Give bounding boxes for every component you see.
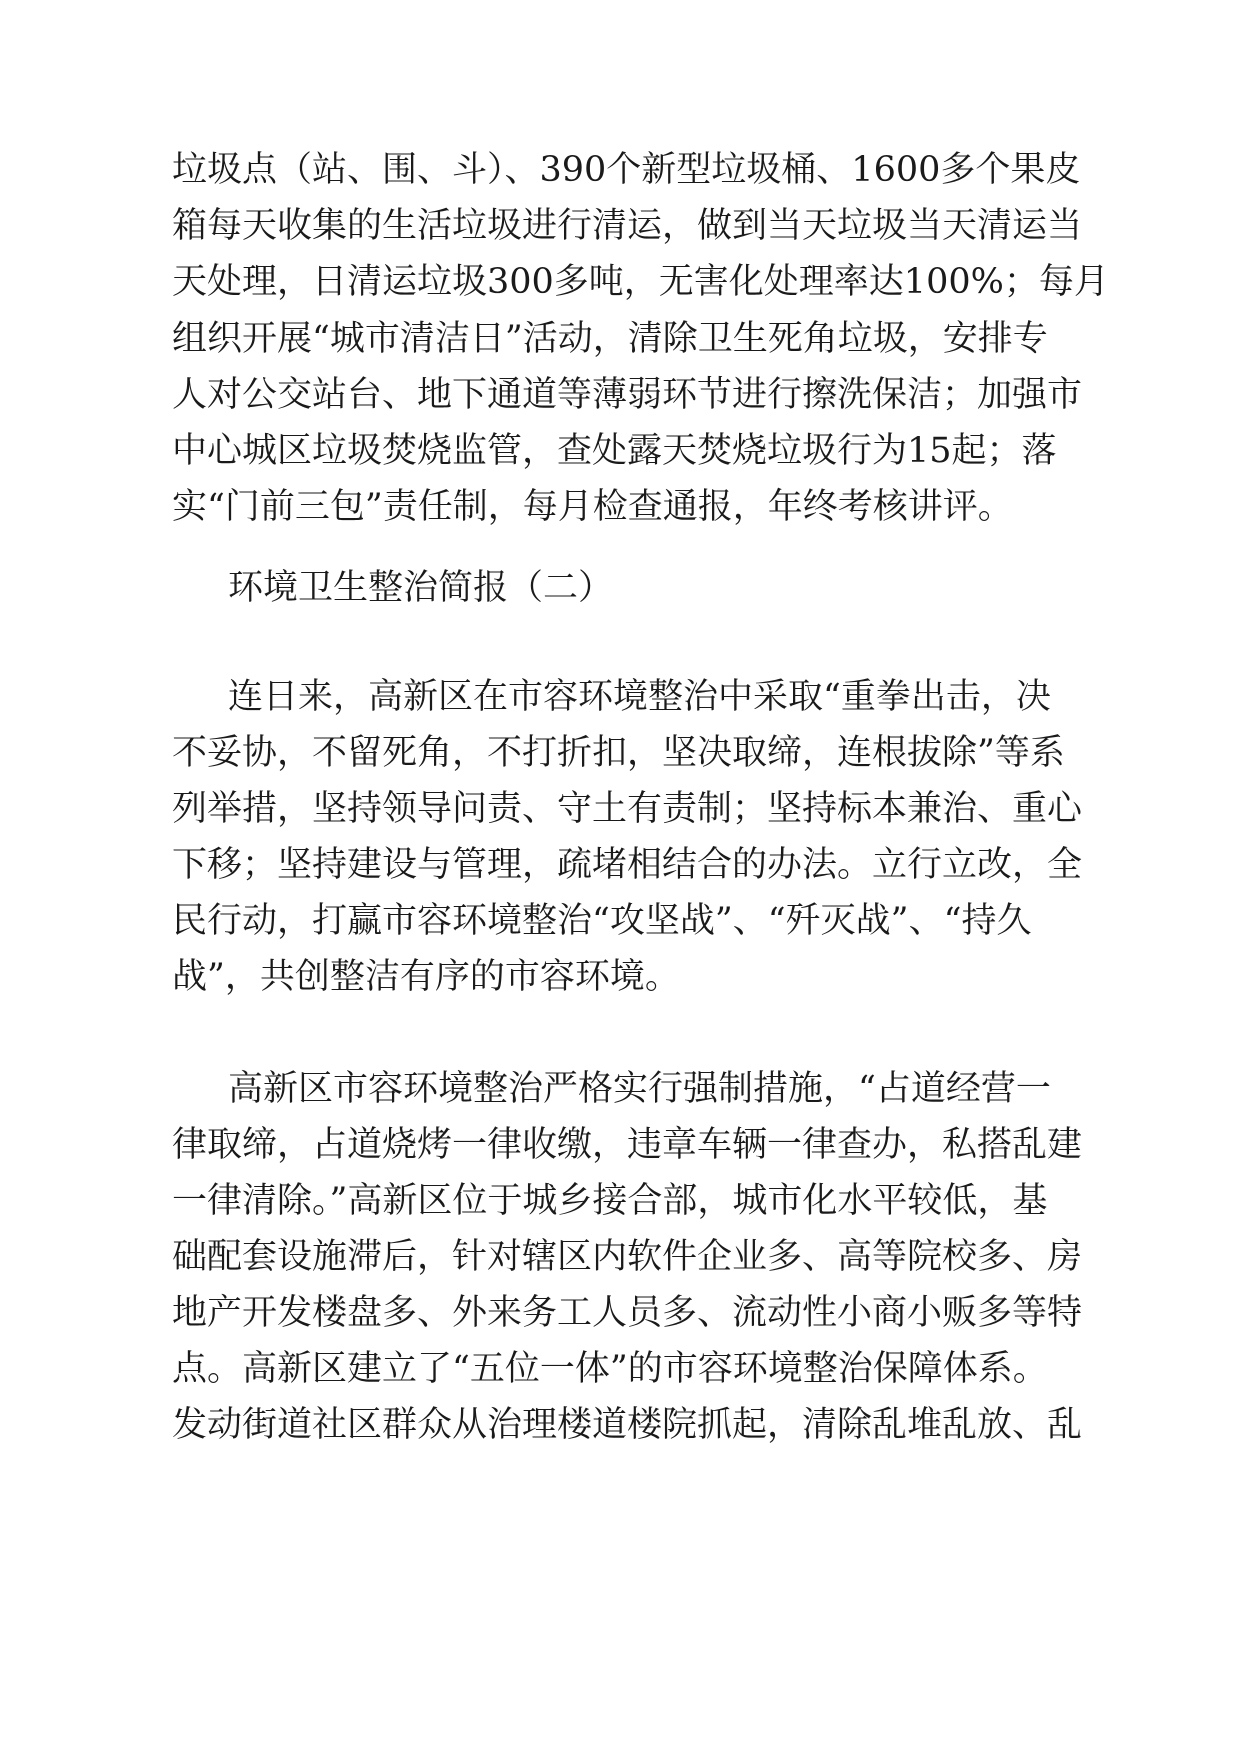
- text-line: 高新区市容环境整治严格实行强制措施，“占道经营一: [228, 1069, 1051, 1109]
- text-line: 下移；坚持建设与管理，疏堵相结合的办法。立行立改，全: [172, 845, 1083, 885]
- text-line: 连日来，高新区在市容环境整治中采取“重拳出击，决: [228, 677, 1051, 717]
- text-line: 组织开展“城市清洁日”活动，清除卫生死角垃圾，安排专: [172, 319, 1048, 359]
- text-line: 战”，共创整洁有序的市容环境。: [172, 957, 680, 997]
- text-line: 垃圾点（站、围、斗）、390个新型垃圾桶、1600多个果皮: [172, 150, 1081, 190]
- text-line: 律取缔，占道烧烤一律收缴，违章车辆一律查办，私搭乱建: [172, 1125, 1083, 1165]
- text-line: 发动街道社区群众从治理楼道楼院抓起，清除乱堆乱放、乱: [172, 1405, 1083, 1445]
- text-line: 不妥协，不留死角，不打折扣，坚决取缔，连根拔除”等系: [172, 733, 1065, 773]
- text-line: 中心城区垃圾焚烧监管，查处露天焚烧垃圾行为15起；落: [172, 431, 1057, 471]
- text-line: 实“门前三包”责任制，每月检查通报，年终考核讲评。: [172, 487, 1013, 527]
- text-line: 列举措，坚持领导问责、守土有责制；坚持标本兼治、重心: [172, 789, 1083, 829]
- text-line: 地产开发楼盘多、外来务工人员多、流动性小商小贩多等特: [172, 1293, 1083, 1333]
- text-line: 一律清除。”高新区位于城乡接合部，城市化水平较低，基: [172, 1181, 1048, 1221]
- text-line: 箱每天收集的生活垃圾进行清运，做到当天垃圾当天清运当: [172, 206, 1083, 246]
- text-line: 人对公交站台、地下通道等薄弱环节进行擦洗保洁；加强市: [172, 375, 1083, 415]
- section-heading: 环境卫生整治简报（二）: [228, 568, 614, 608]
- text-line: 天处理，日清运垃圾300多吨，无害化处理率达100%；每月: [172, 262, 1109, 302]
- text-line: 础配套设施滞后，针对辖区内软件企业多、高等院校多、房: [172, 1237, 1083, 1277]
- text-line: 点。高新区建立了“五位一体”的市容环境整治保障体系。: [172, 1349, 1048, 1389]
- text-line: 民行动，打赢市容环境整治“攻坚战”、“歼灭战”、“持久: [172, 901, 1032, 941]
